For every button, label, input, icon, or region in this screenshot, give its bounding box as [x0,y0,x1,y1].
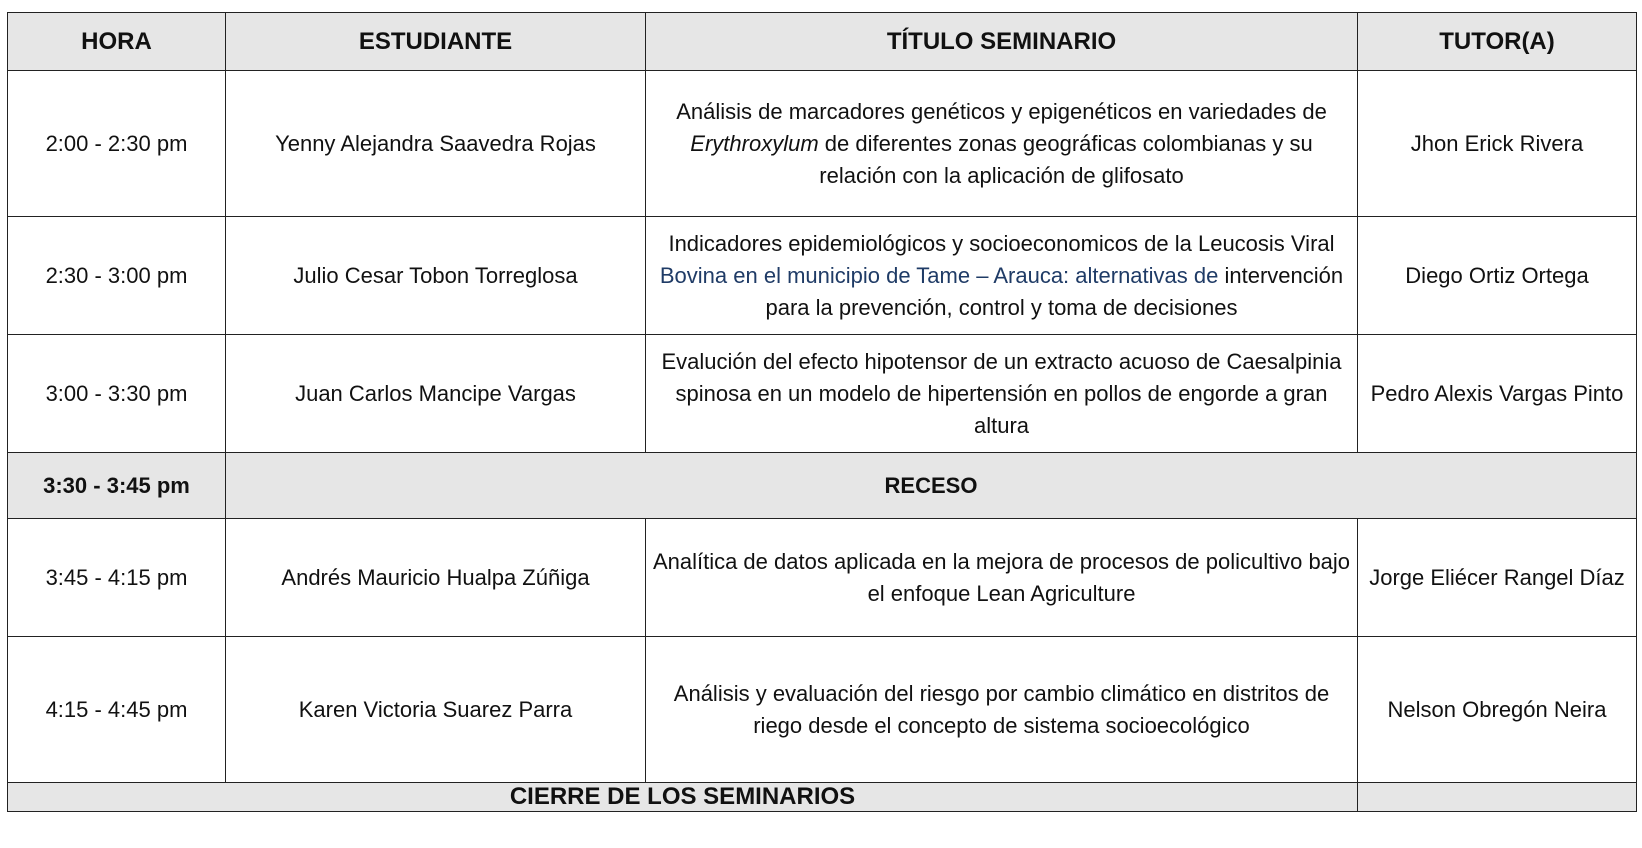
titulo-text: Análisis de marcadores genéticos y epigenéticos en variedades de [676,98,1327,124]
cell-estudiante: Yenny Alejandra Saavedra Rojas [226,71,646,217]
cell-tutor: Pedro Alexis Vargas Pinto [1358,335,1637,453]
header-hora: HORA [8,13,226,71]
table-row [8,519,1637,637]
cell-estudiante: Julio Cesar Tobon Torreglosa [226,217,646,335]
cell-estudiante: Andrés Mauricio Hualpa Zúñiga [226,519,646,637]
cell-tutor: Diego Ortiz Ortega [1358,217,1637,335]
cell-estudiante: Juan Carlos Mancipe Vargas [226,335,646,453]
closing-label: CIERRE DE LOS SEMINARIOS [8,783,1358,812]
table-row [8,217,1637,335]
cell-titulo: Analítica de datos aplicada en la mejora de procesos de policultivo bajo el enfoque Lean Agriculture [646,519,1358,637]
titulo-text-cont: de diferentes zonas geográficas colombianas y su relación con la aplicación de glifosato [818,130,1313,188]
table-row [8,637,1637,783]
closing-row [8,783,1637,812]
titulo-text: Indicadores epidemiológicos y socioeconomicos de la Leucosis Viral [668,230,1335,256]
cell-hora: 2:30 - 3:00 pm [8,217,226,335]
table-row [8,335,1637,453]
cell-hora: 3:00 - 3:30 pm [8,335,226,453]
cell-tutor: Jorge Eliécer Rangel Díaz [1358,519,1637,637]
cell-titulo [646,217,1358,335]
cell-hora: 3:45 - 4:15 pm [8,519,226,637]
cell-titulo: Análisis y evaluación del riesgo por cambio climático en distritos de riego desde el concepto de sistema socioecológico [646,637,1358,783]
cell-hora: 3:30 - 3:45 pm [8,453,226,519]
cell-hora: 4:15 - 4:45 pm [8,637,226,783]
header-estudiante: ESTUDIANTE [226,13,646,71]
table-row [8,71,1637,217]
seminar-schedule-table [7,12,1637,812]
recess-row [8,453,1637,519]
titulo-text-cont: intervención para la prevención, control y toma de decisiones [765,262,1344,320]
table-header-row [8,13,1637,71]
header-tutor: TUTOR(A) [1358,13,1637,71]
recess-label: RECESO [226,453,1637,519]
header-titulo: TÍTULO SEMINARIO [646,13,1358,71]
cell-hora: 2:00 - 2:30 pm [8,71,226,217]
cell-titulo [646,71,1358,217]
titulo-blue-text: Bovina en el municipio de Tame – Arauca: alternativas de [659,262,1219,288]
cell-tutor: Jhon Erick Rivera [1358,71,1637,217]
cell-tutor: Nelson Obregón Neira [1358,637,1637,783]
titulo-italic-text: Erythroxylum [690,130,819,156]
cell-titulo: Evalución del efecto hipotensor de un extracto acuoso de Caesalpinia spinosa en un modelo de hipertensión en pollos de engorde a gran altura [646,335,1358,453]
closing-empty-cell [1358,783,1637,812]
cell-estudiante: Karen Victoria Suarez Parra [226,637,646,783]
